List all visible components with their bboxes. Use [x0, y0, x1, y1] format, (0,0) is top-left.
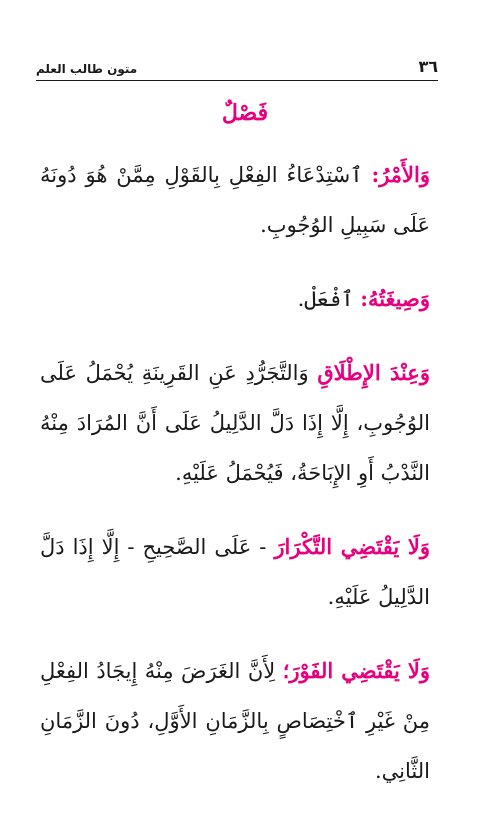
paragraph-amr-definition [40, 150, 430, 250]
paragraph-text: ٱسْتِدْعَاءُ الفِعْلِ بِالقَوْلِ مِمَّنْ هُوَ دُونَهُ عَلَى سَبِيلِ الوُجُوبِ. [40, 163, 430, 237]
text-body [40, 150, 430, 820]
paragraph-amr-form [40, 274, 430, 324]
section-title: فَصْلٌ [221, 100, 269, 126]
keyword: وَصِيغَتُهُ: [360, 286, 430, 311]
keyword: وَعِنْدَ الإِطْلَاقِ [317, 360, 430, 385]
keyword: وَالأَمْرُ: [371, 162, 430, 187]
paragraph-text: ٱفْعَلْ. [297, 287, 361, 311]
book-title: متون طالب العلم [36, 62, 138, 76]
paragraph-amr-repetition [40, 522, 430, 622]
paragraph-text: وَالتَّجَرُّدِ عَنِ القَرِينَةِ يُحْمَلُ عَلَى الوُجُوبِ، إِلَّا إِذَا دَلَّ الدَّلِيلُ عَلَى أَنَّ المُرَادَ مِنْهُ النَّدْبُ أَوِ الإِبَاحَةُ، فَيُحْمَلُ عَلَيْهِ. [40, 361, 430, 485]
paragraph-amr-immediacy [40, 646, 430, 796]
paragraph-text: - عَلَى الصَّحِيحِ - إِلَّا إِذَا دَلَّ الدَّلِيلُ عَلَيْهِ. [40, 535, 430, 609]
paragraph-amr-absolute [40, 348, 430, 498]
keyword: وَلَا يَقْتَضِي الفَوْرَ؛ [282, 658, 431, 683]
running-header [36, 56, 438, 76]
page-number: ٣٦ [418, 57, 438, 76]
paragraph-text: لِأَنَّ الغَرَضَ مِنْهُ إِيجَادُ الفِعْلِ مِنْ غَيْرِ ٱخْتِصَاصٍ بِالزَّمَانِ الأَوَّلِ، دُونَ الزَّمَانِ الثَّانِي. [40, 659, 430, 783]
keyword: وَلَا يَقْتَضِي التَّكْرَارَ [274, 534, 430, 559]
header-rule [36, 80, 438, 81]
